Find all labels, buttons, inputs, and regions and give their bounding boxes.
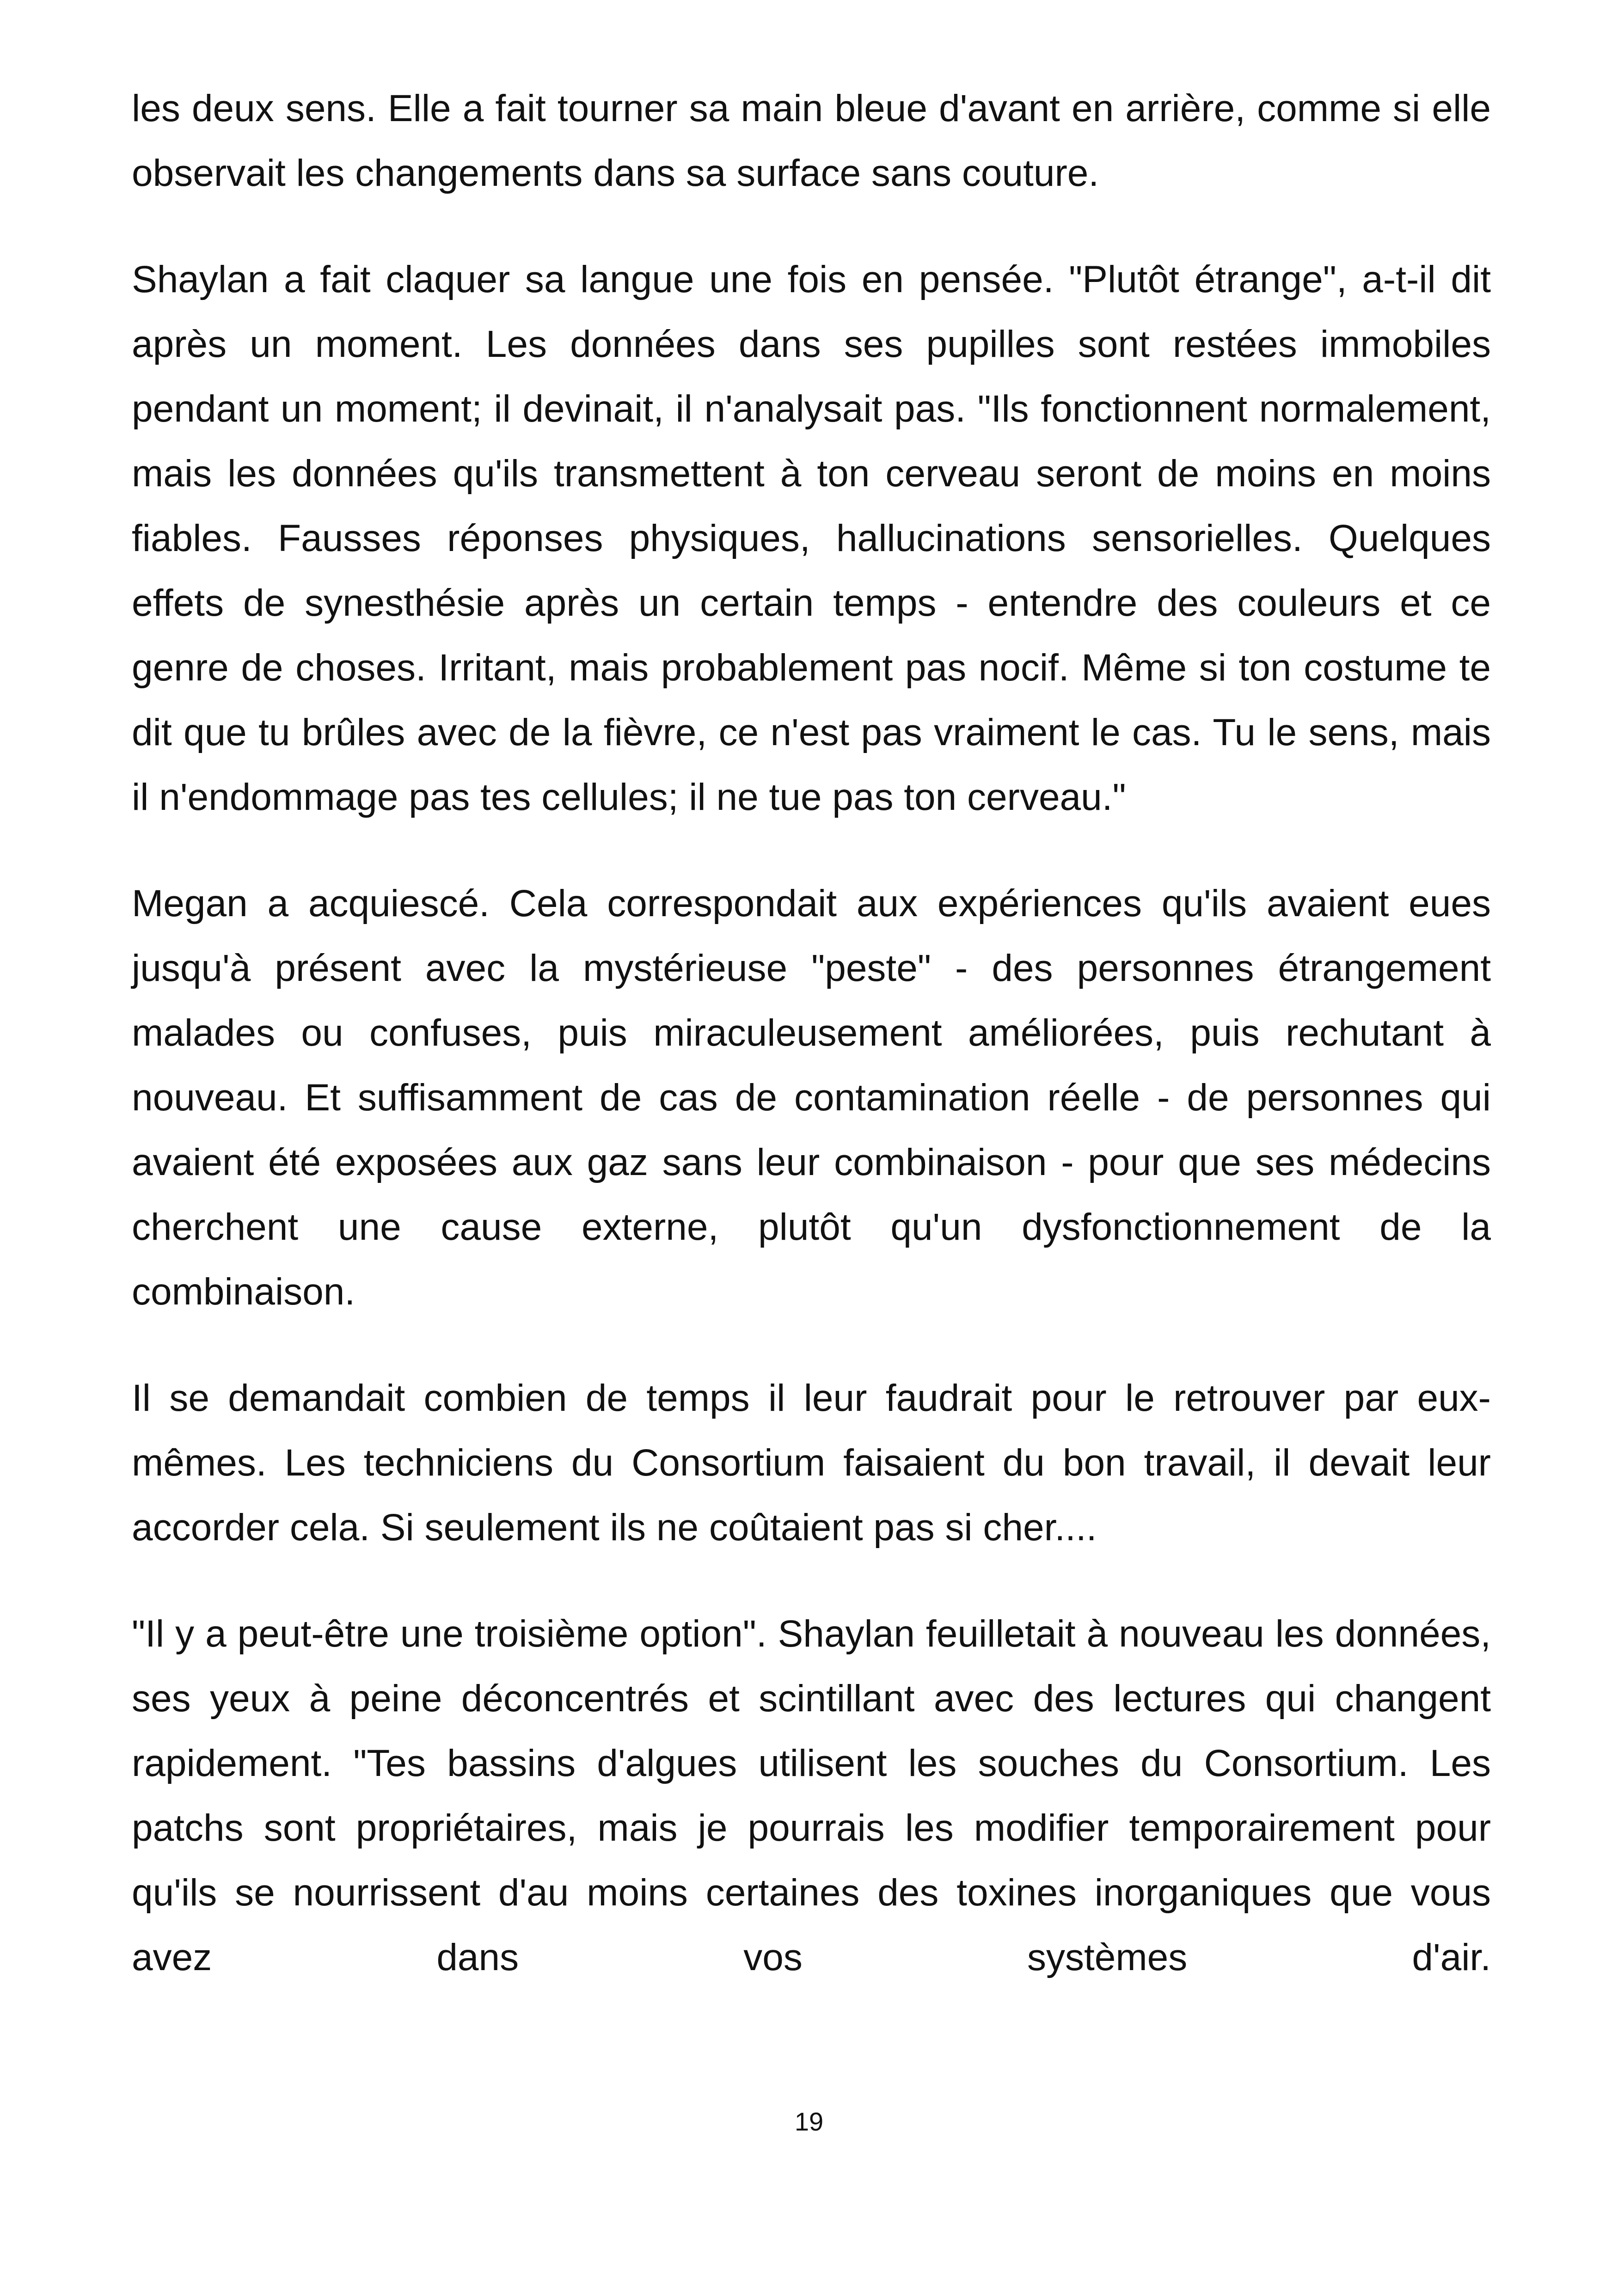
page-number: 19 bbox=[794, 2107, 824, 2136]
body-text bbox=[132, 76, 1491, 1990]
paragraph-4: Il se demandait combien de temps il leur faudrait pour le retrouver par eux-mêmes. Les techniciens du Consortium faisaient du bon travail, il devait leur accorder cela. Si seulement ils ne coûtaient pas si cher.... bbox=[132, 1377, 1491, 1549]
paragraph-3: Megan a acquiescé. Cela correspondait aux expériences qu'ils avaient eues jusqu'à présent avec la mystérieuse "peste" - des personnes étrangement malades ou confuses, puis miraculeusement améliorées, puis rechutant à nouveau. Et suffisamment de cas de contamination réelle - de personnes qui avaient été exposées aux gaz sans leur combinaison - pour que ses médecins cherchent une cause externe, plutôt qu'un dysfonctionnement de la combinaison. bbox=[132, 882, 1491, 1313]
paragraph-2: Shaylan a fait claquer sa langue une fois en pensée. "Plutôt étrange", a-t-il dit après un moment. Les données dans ses pupilles sont restées immobiles pendant un moment; il devinait, il n'analysait pas. "Ils fonctionnent normalement, mais les données qu'ils transmettent à ton cerveau seront de moins en moins fiables. Fausses réponses physiques, hallucinations sensorielles. Quelques effets de synesthésie après un certain temps - entendre des couleurs et ce genre de choses. Irritant, mais probablement pas nocif. Même si ton costume te dit que tu brûles avec de la fièvre, ce n'est pas vraiment le cas. Tu le sens, mais il n'endommage pas tes cellules; il ne tue pas ton cerveau." bbox=[132, 258, 1491, 818]
paragraph-5: "Il y a peut-être une troisième option". Shaylan feuilletait à nouveau les données, ses yeux à peine déconcentrés et scintillant avec des lectures qui changent rapidement. "Tes bassins d'algues utilisent les souches du Consortium. Les patchs sont propriétaires, mais je pourrais les modifier temporairement pour qu'ils se nourrissent d'au moins certaines des toxines inorganiques que vous avez dans vos systèmes d'air. bbox=[132, 1613, 1491, 1978]
paragraph-1: les deux sens. Elle a fait tourner sa main bleue d'avant en arrière, comme si elle observait les changements dans sa surface sans couture. bbox=[132, 87, 1491, 194]
